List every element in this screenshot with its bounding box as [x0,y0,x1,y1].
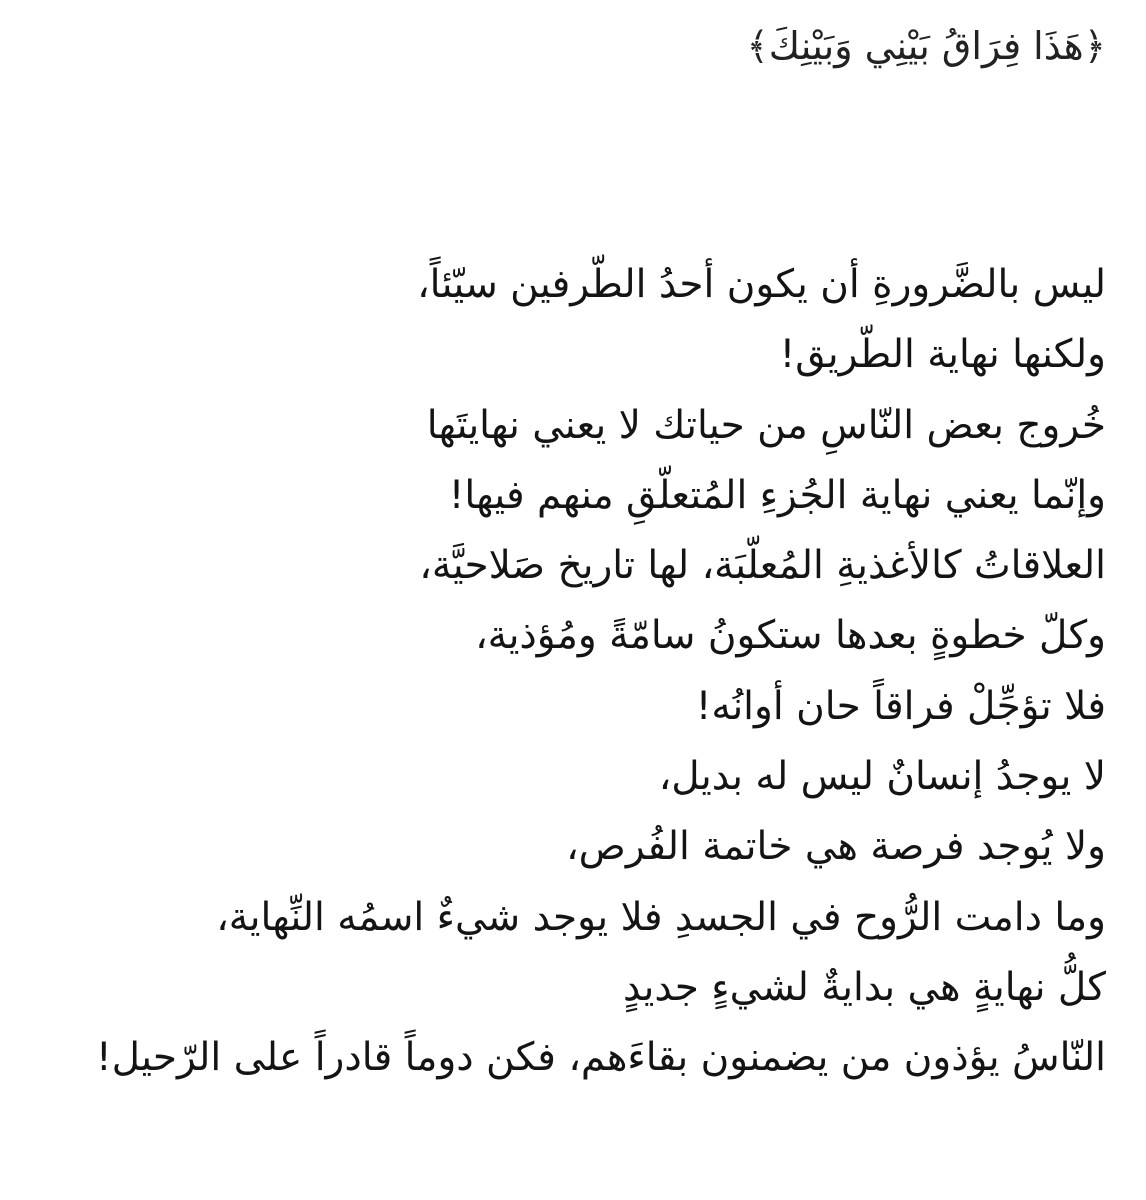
poem-text [30,250,1106,1094]
poem-line: ولا يُوجد فرصة هي خاتمة الفُرص، [566,824,1106,870]
poem-line: ولكنها نهاية الطّريق! [779,332,1106,378]
poem-line: كلُّ نهايةٍ هي بدايةٌ لشيءٍ جديدٍ [623,964,1106,1010]
poem-line: وإنّما يعني نهاية الجُزءِ المُتعلّقِ منهم فيها! [448,472,1106,518]
poem-line: وكلّ خطوةٍ بعدها ستكونُ سامّةً ومُؤذية، [475,613,1106,659]
poem-line: وما دامت الرُّوح في الجسدِ فلا يوجد شيءٌ اسمُه النِّهاية، [216,894,1106,940]
poem-line: لا يوجدُ إنسانٌ ليس له بديل، [658,754,1106,800]
poem-line: النّاسُ يؤذون من يضمنون بقاءَهم، فكن دوماً قادراً على الرّحيل! [95,1035,1106,1081]
heading-verse: ﴿هَذَا فِرَاقُ بَيْنِي وَبَيْنِكَ﴾ [746,24,1106,68]
poem-line: العلاقاتُ كالأغذيةِ المُعلّبَة، لها تاريخ صَلاحيَّة، [419,543,1106,589]
poem-line: فلا تؤجِّلْ فراقاً حان أوانُه! [695,683,1106,729]
poem-line: ليس بالضَّرورةِ أن يكون أحدُ الطّرفين سيّئاً، [417,262,1106,307]
poem-line: خُروج بعض النّاسِ من حياتك لا يعني نهايتَها [426,402,1106,448]
